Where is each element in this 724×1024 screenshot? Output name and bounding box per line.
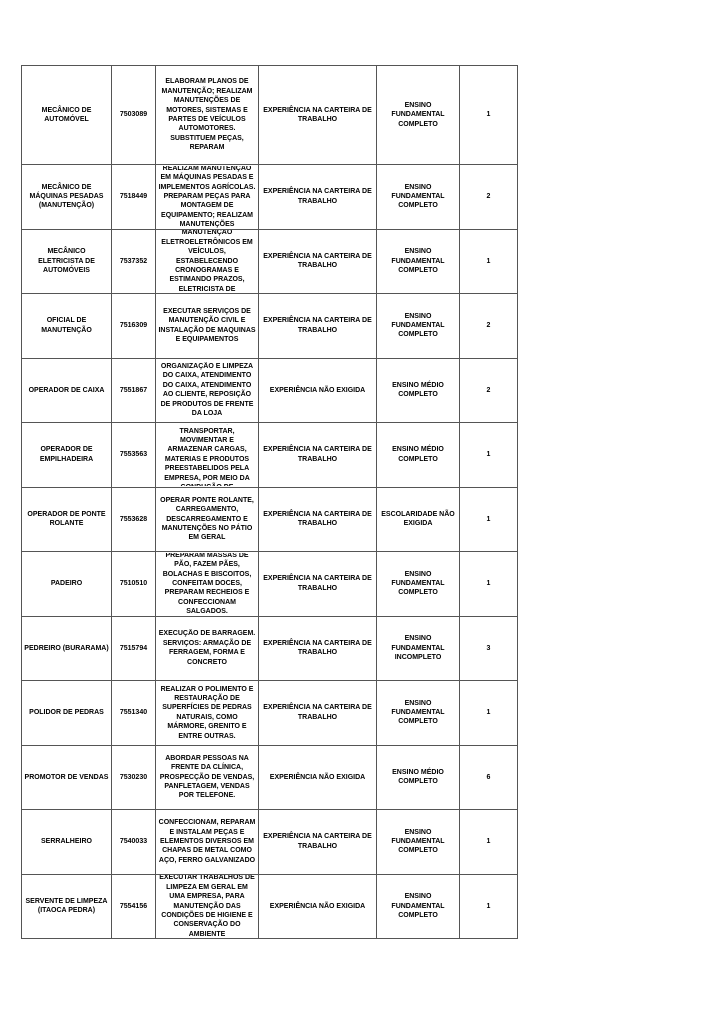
code-cell: 7551340 [112,681,156,746]
vacancies-cell: 1 [460,66,518,165]
job-vacancies-table [21,65,518,939]
code-cell: 7537352 [112,229,156,294]
experience-cell: EXPERIÊNCIA NA CARTEIRA DE TRABALHO [259,681,377,746]
table-row [22,552,518,617]
education-cell: ENSINO FUNDAMENTAL COMPLETO [377,294,460,359]
occupation-cell: OFICIAL DE MANUTENÇÃO [22,294,112,359]
education-cell: ENSINO FUNDAMENTAL COMPLETO [377,874,460,939]
education-cell: ENSINO FUNDAMENTAL COMPLETO [377,681,460,746]
table-row [22,165,518,230]
code-cell: 7540033 [112,810,156,875]
vacancies-cell: 2 [460,358,518,423]
description-text: REALIZAR O POLIMENTO E RESTAURAÇÃO DE SUPERFÍCIES DE PEDRAS NATURAIS, COMO MÁRMORE, GRENITO E ENTRE OUTRAS. [160,685,254,740]
education-cell: ENSINO MÉDIO COMPLETO [377,423,460,488]
description-cell [156,616,259,681]
table-row [22,745,518,810]
table-row [22,616,518,681]
description-text: REALIZAM MANUTENÇÃO EM MÁQUINAS PESADAS E IMPLEMENTOS AGRÍCOLAS. PREPARAM PEÇAS PARA MONTAGEM DE EQUIPAMENTO; REALIZAM MANUTENÇÕES [158,165,256,228]
description-text: CONFECCIONAM, REPARAM E INSTALAM PEÇAS E ELEMENTOS DIVERSOS EM CHAPAS DE METAL COMO AÇO, FERRO GALVANIZADO [158,819,256,864]
code-cell: 7503089 [112,66,156,165]
experience-cell: EXPERIÊNCIA NA CARTEIRA DE TRABALHO [259,810,377,875]
table-row [22,358,518,423]
occupation-cell: SERVENTE DE LIMPEZA (ITAOCA PEDRA) [22,874,112,939]
occupation-cell: SERRALHEIRO [22,810,112,875]
table-row [22,681,518,746]
education-cell: ENSINO MÉDIO COMPLETO [377,745,460,810]
table-row [22,874,518,939]
description-cell [156,681,259,746]
description-text: TRANSPORTAR, MOVIMENTAR E ARMAZENAR CARGAS, MATERIAS E PRODUTOS PREESTABELIDOS PELA EMPRESA, POR MEIO DA [164,427,250,482]
code-cell: 7551867 [112,358,156,423]
education-cell: ENSINO FUNDAMENTAL COMPLETO [377,165,460,230]
vacancies-cell: 2 [460,165,518,230]
code-cell: 7554156 [112,874,156,939]
experience-cell: EXPERIÊNCIA NA CARTEIRA DE TRABALHO [259,423,377,488]
description-cell [156,165,259,230]
description-text: MANUTENÇÃO ELETROELETRÔNICOS EM VEÍCULOS, ESTABELECENDO CRONOGRAMAS E ESTIMANDO PRAZOS, ELETRICISTA DE [161,230,253,293]
description-cell [156,810,259,875]
description-cell [156,66,259,165]
description-cell [156,294,259,359]
vacancies-cell: 1 [460,874,518,939]
education-cell: ENSINO MÉDIO COMPLETO [377,358,460,423]
vacancies-cell: 1 [460,423,518,488]
vacancies-cell: 1 [460,552,518,617]
experience-cell: EXPERIÊNCIA NÃO EXIGIDA [259,358,377,423]
occupation-cell: OPERADOR DE EMPILHADEIRA [22,423,112,488]
code-cell: 7516309 [112,294,156,359]
education-cell: ESCOLARIDADE NÃO EXIGIDA [377,487,460,552]
description-cell [156,423,259,488]
vacancies-cell: 1 [460,681,518,746]
occupation-cell: MECÂNICO ELETRICISTA DE AUTOMÓVEIS [22,229,112,294]
occupation-cell: OPERADOR DE CAIXA [22,358,112,423]
vacancies-cell: 3 [460,616,518,681]
description-text: ORGANIZAÇÃO E LIMPEZA DO CAIXA, ATENDIMENTO DO CAIXA, ATENDIMENTO AO CLIENTE, REPOSIÇÃO DE PRODUTOS DE FRENTE DA LOJA [160,363,254,418]
occupation-cell: MECÂNICO DE MÁQUINAS PESADAS (MANUTENÇÃO) [22,165,112,230]
table-row [22,423,518,488]
experience-cell: EXPERIÊNCIA NA CARTEIRA DE TRABALHO [259,66,377,165]
occupation-cell: PADEIRO [22,552,112,617]
description-cell [156,487,259,552]
experience-cell: EXPERIÊNCIA NA CARTEIRA DE TRABALHO [259,294,377,359]
vacancies-cell: 1 [460,810,518,875]
occupation-cell: POLIDOR DE PEDRAS [22,681,112,746]
description-cell [156,229,259,294]
code-cell: 7553563 [112,423,156,488]
table-row [22,487,518,552]
occupation-cell: PEDREIRO (BURARAMA) [22,616,112,681]
table-row [22,229,518,294]
experience-cell: EXPERIÊNCIA NA CARTEIRA DE TRABALHO [259,487,377,552]
code-cell: 7530230 [112,745,156,810]
vacancies-cell: 6 [460,745,518,810]
education-cell: ENSINO FUNDAMENTAL COMPLETO [377,229,460,294]
description-text: ABORDAR PESSOAS NA FRENTE DA CLÍNICA, PROSPECÇÃO DE VENDAS, PANFLETAGEM, VENDAS POR TELEFONE. [159,754,255,800]
experience-cell: EXPERIÊNCIA NÃO EXIGIDA [259,874,377,939]
education-cell: ENSINO FUNDAMENTAL COMPLETO [377,552,460,617]
experience-cell: EXPERIÊNCIA NA CARTEIRA DE TRABALHO [259,229,377,294]
vacancies-cell: 1 [460,229,518,294]
code-cell: 7510510 [112,552,156,617]
experience-cell: EXPERIÊNCIA NÃO EXIGIDA [259,745,377,810]
description-text: OPERAR PONTE ROLANTE, CARREGAMENTO, DESCARREGAMENTO E MANUTENÇÕES NO PÁTIO EM GERAL [160,496,254,542]
table-row [22,810,518,875]
table-row [22,66,518,165]
description-text: PREPARAM MASSAS DE PÃO, FAZEM PÃES, BOLACHAS E BISCOITOS, CONFEITAM DOCES, PREPARAM RECHEIOS E CONFECCIONAM SALGADOS. [162,552,252,615]
description-cell [156,358,259,423]
education-cell: ENSINO FUNDAMENTAL INCOMPLETO [377,616,460,681]
education-cell: ENSINO FUNDAMENTAL COMPLETO [377,810,460,875]
occupation-cell: OPERADOR DE PONTE ROLANTE [22,487,112,552]
experience-cell: EXPERIÊNCIA NA CARTEIRA DE TRABALHO [259,165,377,230]
description-text: EXECUTAR SERVIÇOS DE MANUTENÇÃO CIVIL E INSTALAÇÃO DE MAQUINAS E EQUIPAMENTOS [158,307,256,344]
code-cell: 7515794 [112,616,156,681]
vacancies-cell: 1 [460,487,518,552]
description-cell [156,745,259,810]
code-cell: 7518449 [112,165,156,230]
description-cell [156,552,259,617]
occupation-cell: PROMOTOR DE VENDAS [22,745,112,810]
description-cell [156,874,259,939]
education-cell: ENSINO FUNDAMENTAL COMPLETO [377,66,460,165]
vacancies-cell: 2 [460,294,518,359]
table-row [22,294,518,359]
experience-cell: EXPERIÊNCIA NA CARTEIRA DE TRABALHO [259,616,377,681]
code-cell: 7553628 [112,487,156,552]
description-text: ELABORAM PLANOS DE MANUTENÇÃO; REALIZAM MANUTENÇÕES DE MOTORES, SISTEMAS E PARTES DE VEÍCULOS AUTOMOTORES. SUBSTITUEM PEÇAS, REPARAM [161,78,253,152]
occupation-cell: MECÂNICO DE AUTOMÓVEL [22,66,112,165]
description-text: EXECUÇÃO DE BARRAGEM. SERVIÇOS: ARMAÇÃO DE FERRAGEM, FORMA E CONCRETO [158,630,256,666]
table-body [22,66,518,939]
experience-cell: EXPERIÊNCIA NA CARTEIRA DE TRABALHO [259,552,377,617]
description-text: EXECUTAR TRABALHOS DE LIMPEZA EM GERAL EM UMA EMPRESA, PARA MANUTENÇÃO DAS CONDIÇÕES DE HIGIENE E CONSERVAÇÃO DO AMBIENTE [159,875,255,938]
